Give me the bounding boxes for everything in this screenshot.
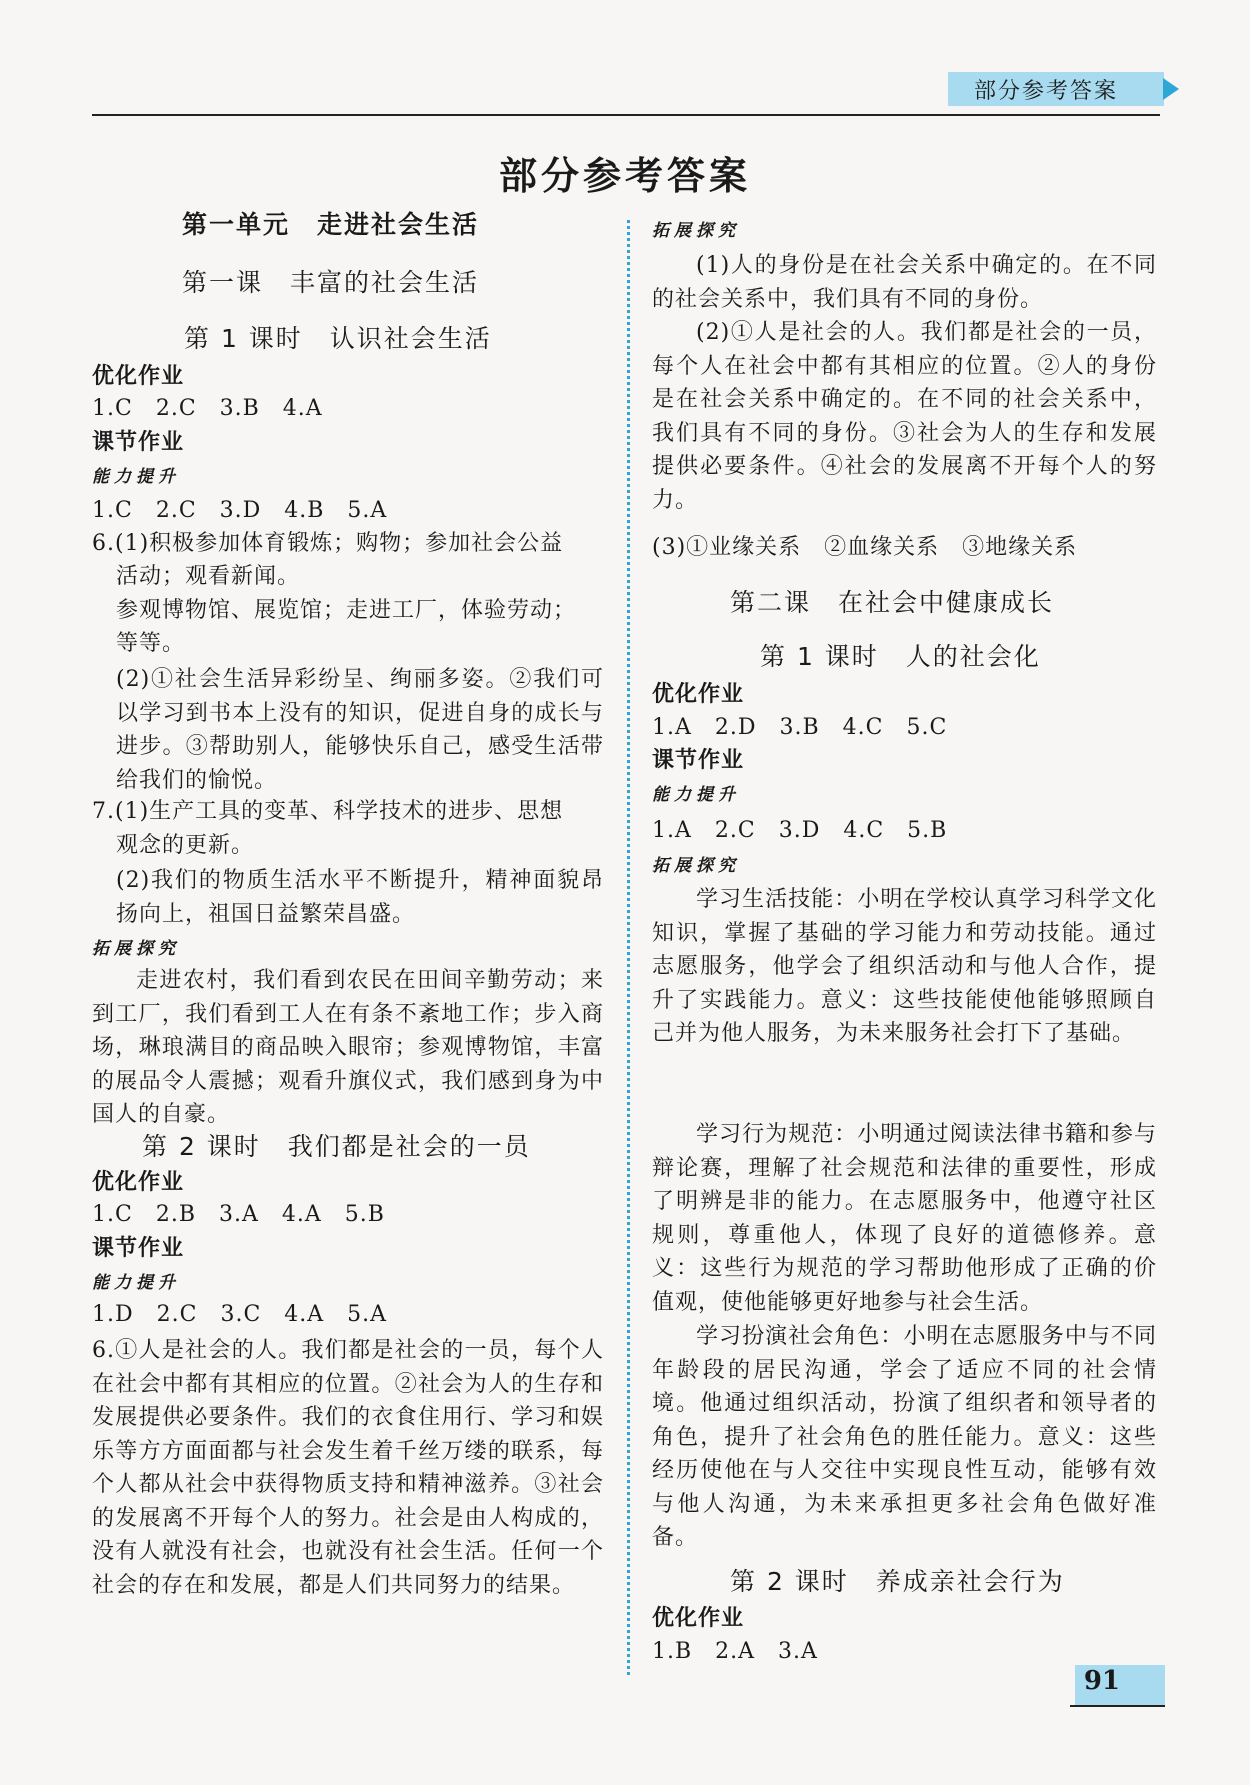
answer-paragraph: 学习扮演社会角色：小明在志愿服务中与不同年龄段的居民沟通，学会了适应不同的社会情境。他通过组织活动，扮演了组织者和领导者的角色，提升了社会角色的胜任能力。意义：这些经历使他在与人交往中实现良性互动，能够有效与他人沟通，为未来承担更多社会角色做好准备。: [652, 1324, 1157, 1550]
text-line: 6.(1)积极参加体育锻炼；购物；参加社会公益: [92, 531, 564, 556]
answer-line: 1.C 2.C 3.D 4.B 5.A: [92, 498, 388, 523]
answer-paragraph: 学习生活技能：小明在学校认真学习科学文化知识，掌握了基础的学习能力和劳动技能。通过志愿服务，他学会了组织活动和与他人合作，提升了实践能力。意义：这些技能使他能够照顾自己并为他人服务，为未来服务社会打下了基础。: [652, 887, 1157, 1046]
unit-title: 第一单元 走进社会生活: [182, 210, 480, 239]
period-title: 第 2 课时 我们都是社会的一员: [142, 1132, 531, 1161]
arrow-right-icon: [1163, 78, 1179, 100]
answer-paragraph: 走进农村，我们看到农民在田间辛勤劳动；来到工厂，我们看到工人在有条不紊地工作；步入商场，琳琅满目的商品映入眼帘；参观博物馆，丰富的展品令人震撼；观看升旗仪式，我们感到身为中国人的自豪。: [92, 968, 604, 1127]
section-label-class: 课节作业: [92, 1236, 185, 1261]
text-line: 活动；观看新闻。: [116, 564, 301, 589]
answer-paragraph: (2)①社会生活异彩纷呈、绚丽多姿。②我们可以学习到书本上没有的知识，促进自身的成长与进步。③帮助别人，能够快乐自己，感受生活带给我们的愉悦。: [116, 667, 604, 793]
lesson-title: 第二课 在社会中健康成长: [730, 588, 1055, 617]
section-label-class: 课节作业: [92, 430, 185, 455]
section-label-class: 课节作业: [652, 748, 745, 773]
section-label-optimize: 优化作业: [652, 682, 745, 707]
header-rule: [92, 114, 1160, 116]
section-label-optimize: 优化作业: [92, 364, 185, 389]
text-line: (3)①业缘关系 ②血缘关系 ③地缘关系: [652, 535, 1078, 560]
text-line: 观念的更新。: [116, 833, 255, 858]
footer-rule: [1070, 1705, 1165, 1707]
period-title: 第 1 课时 认识社会生活: [184, 324, 492, 353]
answer-paragraph: (2)①人是社会的人。我们都是社会的一员，每个人在社会中都有其相应的位置。②人的身份是在社会关系中确定的。在不同的社会关系中，我们具有不同的身份。③社会为人的生存和发展提供必要条件。④社会的发展离不开每个人的努力。: [652, 320, 1157, 513]
period-title: 第 1 课时 人的社会化: [760, 642, 1041, 671]
subsection-label-explore: 拓展探究: [652, 856, 740, 876]
subsection-label-ability: 能力提升: [92, 467, 180, 487]
answer-line: 1.C 2.B 3.A 4.A 5.B: [92, 1202, 385, 1227]
answer-paragraph: (1)人的身份是在社会关系中确定的。在不同的社会关系中，我们具有不同的身份。: [652, 253, 1157, 312]
column-divider: [627, 220, 630, 1675]
subsection-label-explore: 拓展探究: [92, 939, 180, 959]
answer-line: 1.D 2.C 3.C 4.A 5.A: [92, 1302, 388, 1327]
subsection-label-explore: 拓展探究: [652, 221, 740, 241]
page-number: 91: [1083, 1666, 1120, 1696]
section-label-optimize: 优化作业: [652, 1606, 745, 1631]
header-tab-label: 部分参考答案: [974, 78, 1119, 104]
answer-paragraph: 学习行为规范：小明通过阅读法律书籍和参与辩论赛，理解了社会规范和法律的重要性，形成了明辨是非的能力。在志愿服务中，他遵守社区规则，尊重他人，体现了良好的道德修养。意义：这些行为规范的学习帮助他形成了正确的价值观，使他能够更好地参与社会生活。: [652, 1122, 1157, 1315]
answer-line: 1.A 2.C 3.D 4.C 5.B: [652, 818, 948, 843]
answer-paragraph: 6.①人是社会的人。我们都是社会的一员，每个人在社会中都有其相应的位置。②社会为人的生存和发展提供必要条件。我们的衣食住用行、学习和娱乐等方方面面都与社会发生着千丝万缕的联系，每个人都从社会中获得物质支持和精神滋养。③社会的发展离不开每个人的努力。社会是由人构成的，没有人就没有社会，也就没有社会生活。任何一个社会的存在和发展，都是人们共同努力的结果。: [92, 1338, 604, 1598]
period-title: 第 2 课时 养成亲社会行为: [730, 1567, 1065, 1596]
lesson-title: 第一课 丰富的社会生活: [182, 268, 480, 297]
page-title: 部分参考答案: [498, 154, 751, 198]
header-tab: [948, 72, 1164, 106]
subsection-label-ability: 能力提升: [652, 785, 740, 805]
answer-paragraph: (2)我们的物质生活水平不断提升，精神面貌昂扬向上，祖国日益繁荣昌盛。: [116, 868, 604, 927]
section-label-optimize: 优化作业: [92, 1170, 185, 1195]
text-line: 等等。: [116, 631, 186, 656]
text-line: 7.(1)生产工具的变革、科学技术的进步、思想: [92, 799, 564, 824]
answer-line: 1.A 2.D 3.B 4.C 5.C: [652, 715, 948, 740]
subsection-label-ability: 能力提升: [92, 1273, 180, 1293]
text-line: 参观博物馆、展览馆；走进工厂，体验劳动；: [116, 598, 577, 623]
answer-line: 1.B 2.A 3.A: [652, 1639, 818, 1664]
answer-line: 1.C 2.C 3.B 4.A: [92, 396, 323, 421]
